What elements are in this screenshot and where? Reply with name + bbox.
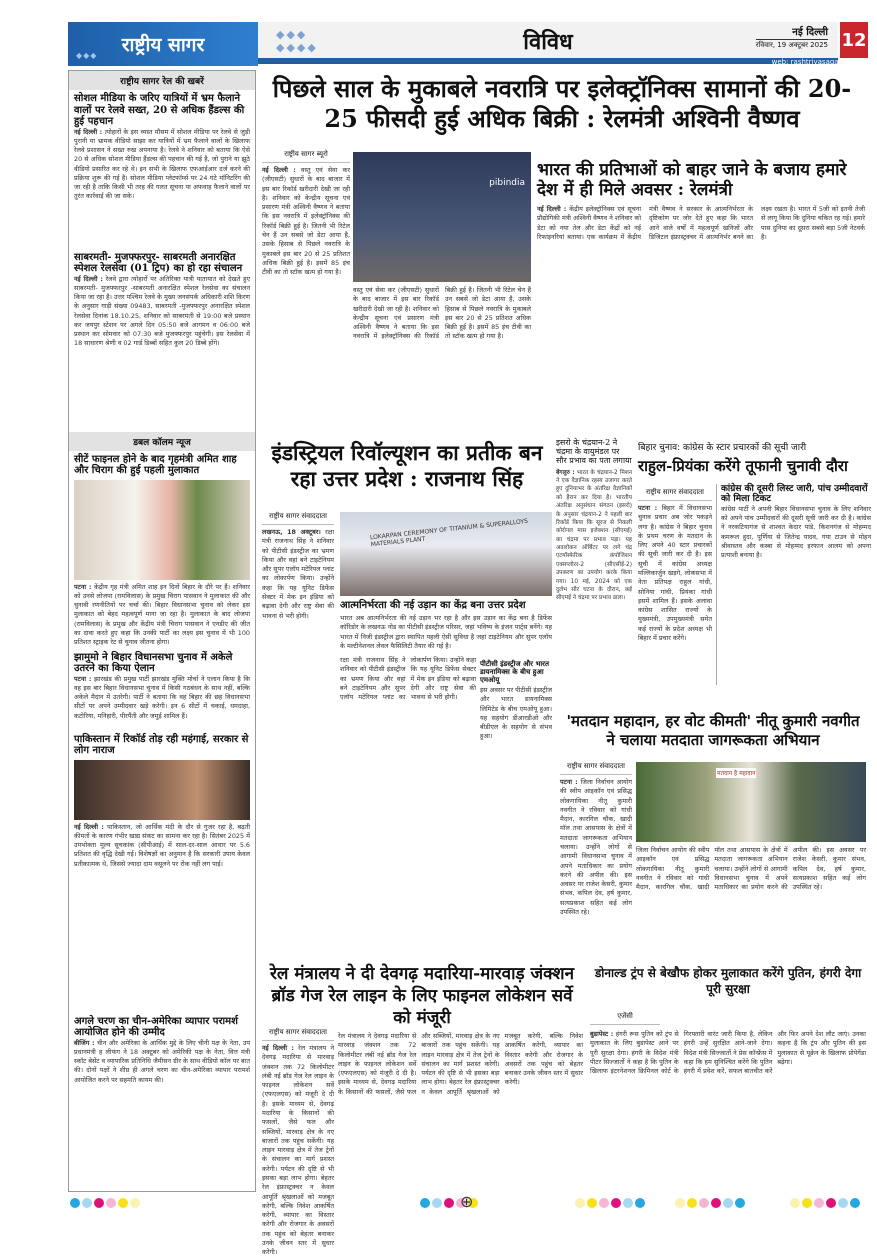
column-band-title: राष्ट्रीय सागर रेल की खबरें: [69, 71, 255, 90]
print-color-marks: [790, 1198, 860, 1208]
website-link[interactable]: web: rashtriyasagar.com: [771, 58, 858, 66]
sub2-headline: पीटीसी इंडस्ट्रीज और भारत डायनामिक्स के बीच हुआ एमओयू: [480, 659, 550, 685]
story-dateline: पटना :: [560, 778, 578, 786]
light-magenta-dot-icon: [699, 1198, 709, 1208]
story-body: वस्तु एवं सेवा कर (जीएसटी) सुधारों के बाद बाजार में इस बार रिकॉर्ड खरीदारी देखी जा रही है। शनिवार को केन्द्रीय सूचना एवं प्रसारण मंत्री अश्विनी वैष्णव ने बताया कि इस नवरात्रि में इलेक्ट्रॉनिक्स की रिकॉर्ड बिक्री हुई है। जितनी भी रिटेल चेन हैं उन सबसे जो डेटा आया है, उसके हिसाब से पिछले नवरात्रि के मुकाबले इस बार 20 से 25 प्रतिशत अधिक बिक्री हुई है। इसमें 85 इंच टीवी का तो स्टॉक खत्म हो गया है।: [353, 286, 531, 341]
yellow-dot-icon: [587, 1198, 597, 1208]
story-dateline: नई दिल्ली :: [262, 166, 296, 174]
light-cyan-dot-icon: [838, 1198, 848, 1208]
story-body: चीन और अमेरिका के आर्थिक मुद्दे के लिए चीनी पक्ष के नेता, उप प्रधानमंत्री ह लीफंग ने 18 अक्टूबर को अमेरिकी पक्ष के नेता, वित्त मंत्री स्कॉट बेसेंट व व्यापारिक प्रतिनिधि जैमीसन ग्रीर के साथ वीडियो कॉल पर बात की। दोनों पक्षों ने शीघ्र ही अगले चरण का चीन-अमेरिका व्यापार परामर्श आयोजित करने पर सहमति कायम की।: [74, 1038, 250, 1084]
story-dateline: नई दिल्ली :: [74, 822, 104, 831]
story-dateline: बेंगलुरु :: [556, 469, 575, 476]
rail-story-text: [262, 1028, 334, 1257]
section-header: [258, 22, 838, 64]
light-cyan-dot-icon: [432, 1198, 442, 1208]
rajnath-story-text: [262, 512, 334, 928]
story-headline: सीटें फाइनल होने के बाद गृहमंत्री अमित शाह और चिराग की हुई पहली मुलाकात: [74, 453, 237, 476]
story-headline: झामुमो ने बिहार विधानसभा चुनाव में अकेले उतरने का किया ऐलान: [74, 651, 233, 674]
story-body: हंगरी रूस पुतिन को ट्रंप से मुलाकात के लिए बुडापेस्ट आने पर पूरी सुरक्षा देगा। हंगरी के विदेश मंत्री पीटर सिज्जार्तो ने कहा है कि पुतिन के खिलाफ इंटरनेशनल क्रिमिनल कोर्ट के गिरफ्तारी वारंट जारी किया है, लेकिन हंगरी उन्हें सुरक्षित आने-जाने देगा। विदेश मंत्री सिज्जार्तो ने प्रेस कॉन्फ्रेंस में कहा कि हम सुनिश्चित करेंगे कि पुतिन हंगरी में प्रवेश करें, सफल बातचीत करें और फिर अपने देश लौट जाएं। उनका कहना है कि ट्रंप और पुतिन की इस मुलाकात से यूक्रेन के खिलाफ प्रोपेगेंडा बढ़ेगा।: [590, 1030, 866, 1076]
story-dateline: बीजिंग :: [74, 1038, 95, 1047]
light-cyan-dot-icon: [723, 1198, 733, 1208]
byline: राष्ट्रीय सागर संवाददाता: [560, 762, 632, 775]
magenta-dot-icon: [94, 1198, 104, 1208]
masthead: [68, 22, 868, 66]
story-dateline: नई दिल्ली :: [262, 1044, 294, 1052]
lead-story-continued: [353, 286, 531, 426]
byline: राष्ट्रीय सागर संवाददाता: [262, 1028, 334, 1041]
trump-body: [590, 1030, 866, 1182]
magenta-dot-icon: [711, 1198, 721, 1208]
light-magenta-dot-icon: [814, 1198, 824, 1208]
story-headline: पाकिस्तान में रिकॉर्ड तोड़ रही महंगाई, सरकार से लोग नाराज: [74, 733, 249, 756]
bihar-story-text: [638, 488, 712, 684]
column-band-title: डबल कॉलम न्यूज: [69, 432, 255, 451]
story-amit-shah: [69, 451, 255, 1122]
story-headline: सोशल मीडिया के जरिए यात्रियों में भ्रम फैलाने वालों पर रेलवे सख्त, 20 से अधिक हैंडल्स की हुई पहचान: [74, 93, 245, 127]
story-body: भारत के चंद्रयान-2 मिशन ने एक वैज्ञानिक रहस्य उजागर करते हुए दुनियाभर के अंतरिक्ष वैज्ञानिकों को हैरान कर दिया है। भारतीय अंतरिक्ष अनुसंधान संगठन (इसरो) के अनुसार चंद्रयान-2 ने पहली बार रिकॉर्ड किया कि सूरज से निकली कोरोनल मास इजेक्शन (सीएमई) का चंद्रमा पर प्रभाव पड़ा। यह अवलोकन ऑर्बिटर पर लगे चंद्र एटमॉस्फेरिक कंपोजिशन एक्सप्लोरर-2 (सीएसीई-2) उपकरण का उपयोग करके किया गया। 10 मई, 2024 को एक दुर्लभ सौर घटना के दौरान, कई सीएमई ने चंद्रमा पर प्रभाव डाला।: [556, 469, 633, 602]
sidebar-story-body: [537, 205, 865, 430]
print-color-marks: [70, 1198, 140, 1208]
edition-date: रविवार, 19 अक्टूबर 2025: [755, 41, 828, 49]
story-body: जिला निर्वाचन आयोग की स्वीप आइकॉन एवं प्रसिद्ध लोकगायिका नीतू कुमारी नवगीत ने रविवार को गांधी मैदान, कारगिल चौक, खादी मॉल तथा आसपास के क्षेत्रों में मतदाता जागरूकता अभियान चलाया। उन्होंने लोगों से आगामी विधानसभा चुनाव में अपने मताधिकार का प्रयोग करने की अपील की। इस अवसर पर राजेश केसरी, कुमार संभव, कपिल देव, हर्ष कुमार, सत्यप्रकाश सहित कई लोग उपस्थित रहे।: [560, 778, 632, 916]
cyan-dot-icon: [735, 1198, 745, 1208]
story-body: रेल मंत्रालय ने देवगढ़ मदारिया से मारवाड़ जंक्शन तक 72 किलोमीटर लंबी नई ब्रॉड गेज रेल लाइन के फाइनल लोकेशन सर्वे (एफएलएस) को मंजूरी दे दी है। इसके माध्यम से, देवगढ़ मदारिया के किसानों की फसलों, जैसे फल और सब्जियों, मारवाड़ क्षेत्र के नए बाजारों तक पहुंच सकेंगी। यह लाइन मारवाड़ क्षेत्र में तेज ट्रेनों के संचालन का मार्ग प्रशस्त करेगी। पर्यटन की दृष्टि से भी इसका बड़ा लाभ होगा। बेहतर रेल इंफ्रास्ट्रक्चर न केवल आपूर्ति श्रृंखलाओं को मजबूत करेगी, बल्कि निवेश आकर्षित करेगी, व्यापार का विस्तार करेगी और रोजगार के अवसरों तक पहुंच को बेहतर बनाकर उनके जीवन स्तर में सुधार करेगी।: [338, 1032, 583, 1096]
story-dateline: लखनऊ, 18 अक्टूबर।: [262, 528, 321, 536]
byline: राष्ट्रीय सागर संवाददाता: [638, 488, 712, 501]
story-body: त्योहारों के इस व्यस्त मौसम में सोशल मीडिया पर रेलवे से जुड़ी पुरानी या भ्रामक वीडियो साझा कर यात्रियों में भ्रम फैलाने वालों के खिलाफ रेलवे प्रशासन ने सख्त रुख अपनाया है। रेलवे ने शनिवार को बताया कि ऐसे 20 से अधिक सोशल मीडिया हैंडल्स की पहचान की गई है, जो पुराने या झूठे वीडियो प्रसारित कर रहे थे। इन सभी के खिलाफ एफआईआर दर्ज करने की प्रक्रिया शुरू की गई है। सोशल मीडिया प्लेटफॉर्म्स पर 24 घंटे मॉनिटरिंग की जा रही है ताकि किसी भी तरह की गलत सूचना या अफवाह फैलाने वालों पर तुरंत कार्रवाई की जा सके।: [74, 127, 251, 201]
story-dateline: पटना :: [74, 582, 92, 591]
newspaper-logo: [68, 22, 258, 66]
rail-headline: रेल मंत्रालय ने दी देवगढ़ मदारिया-मारवाड़ जंक्शन ब्रॉड गेज रेल लाइन के लिए फाइनल लोकेशन सर्वे को मंजूरी: [269, 964, 575, 1029]
story-body: जिला निर्वाचन आयोग की स्वीप आइकॉन एवं प्रसिद्ध लोकगायिका नीतू कुमारी नवगीत ने रविवार को गांधी मैदान, कारगिल चौक, खादी मॉल तथा आसपास के क्षेत्रों में मतदाता जागरूकता अभियान चलाया। उन्होंने लोगों से आगामी विधानसभा चुनाव में अपने मताधिकार का प्रयोग करने की अपील की। इस अवसर पर राजेश केसरी, कुमार संभव, कपिल देव, हर्ष कुमार, सत्यप्रकाश सहित कई लोग उपस्थित रहे।: [636, 846, 866, 892]
story-body: रेल मंत्रालय ने देवगढ़ मदारिया से मारवाड़ जंक्शन तक 72 किलोमीटर लंबी नई ब्रॉड गेज रेल लाइन के फाइनल लोकेशन सर्वे (एफएलएस) को मंजूरी दे दी है। इसके माध्यम से, देवगढ़ मदारिया के किसानों की फसलों, जैसे फल और सब्जियों, मारवाड़ क्षेत्र के नए बाजारों तक पहुंच सकेंगी। यह लाइन मारवाड़ क्षेत्र में तेज ट्रेनों के संचालन का मार्ग प्रशस्त करेगी। पर्यटन की दृष्टि से भी इसका बड़ा लाभ होगा। बेहतर रेल इंफ्रास्ट्रक्चर न केवल आपूर्ति श्रृंखलाओं को मजबूत करेगी, बल्कि निवेश आकर्षित करेगी, व्यापार का विस्तार करेगी और रोजगार के अवसरों तक पहुंच को बेहतर बनाकर उनके जीवन स्तर में सुधार करेगी।: [262, 1044, 334, 1257]
magenta-dot-icon: [444, 1198, 454, 1208]
photo-shah-chirag: [74, 480, 250, 580]
story-headline: अगले चरण का चीन-अमेरिका व्यापार परामर्श आयोजित होने की उम्मीद: [74, 1015, 238, 1038]
light-yellow-dot-icon: [790, 1198, 800, 1208]
story-dateline: पटना :: [74, 674, 92, 683]
logo-dots-icon: ◆◆◆: [76, 50, 98, 60]
magenta-dot-icon: [611, 1198, 621, 1208]
photo-lokarpan-ceremony: [340, 512, 552, 596]
cyan-dot-icon: [70, 1198, 80, 1208]
rail-continued: [338, 1032, 583, 1182]
yellow-dot-icon: [802, 1198, 812, 1208]
rail-news-column: [68, 70, 256, 1192]
sidebar-headline: भारत की प्रतिभाओं को बाहर जाने के बजाय हमारे देश में ही मिले अवसर : रेलमंत्री: [537, 160, 847, 201]
story-body: रक्षा मंत्री राजनाथ सिंह ने शनिवार को पीटीसी इंडस्ट्रीज का भ्रमण किया और वहां बने टाइटेनियम और सुपर एलॉय मटेरियल प्लांट का लोकार्पण किया। उन्होंने कहा कि यह यूनिट डिफेंस सेक्टर में मेक इन इंडिया को बढ़ावा देगी और राष्ट्र सेवा की भावना से भरी होगी।: [262, 528, 334, 620]
story-dateline: बुडापेस्ट :: [590, 1030, 614, 1038]
trump-story-text: [590, 1012, 660, 1028]
brief-headline: इसरो के चंद्रयान-2 ने चंद्रमा के वायुमंडल पर सौर प्रभाव का पता लगाया: [556, 438, 632, 466]
story-dateline: नई दिल्ली :: [74, 127, 103, 136]
light-yellow-dot-icon: [130, 1198, 140, 1208]
magenta-dot-icon: [826, 1198, 836, 1208]
cyan-dot-icon: [420, 1198, 430, 1208]
isro-brief: [556, 438, 632, 689]
rajnath-headline: इंडस्ट्रियल रिवॉल्यूशन का प्रतीक बन रहा उत्तर प्रदेश : राजनाथ सिंह: [271, 440, 543, 492]
yellow-dot-icon: [118, 1198, 128, 1208]
print-color-marks: [675, 1198, 745, 1208]
byline: एजेंसी: [590, 1012, 660, 1025]
cyan-dot-icon: [850, 1198, 860, 1208]
story-dateline: पटना :: [638, 504, 658, 512]
bihar-kicker: बिहार चुनाव: कांग्रेस के स्टार प्रचारकों की सूची जारी: [638, 443, 807, 453]
light-cyan-dot-icon: [623, 1198, 633, 1208]
edition-city: नई दिल्ली: [792, 27, 828, 38]
photo-voter-awareness: [636, 762, 866, 842]
byline: राष्ट्रीय सागर संवाददाता: [262, 512, 334, 525]
subhead: आत्मनिर्भरता की नई उड़ान का केंद्र बना उत्तर प्रदेश: [340, 600, 526, 611]
story-body: वस्तु एवं सेवा कर (जीएसटी) सुधारों के बाद बाजार में इस बार रिकॉर्ड खरीदारी देखी जा रही है। शनिवार को केन्द्रीय सूचना एवं प्रसारण मंत्री अश्विनी वैष्णव ने बताया कि इस नवरात्रि में इलेक्ट्रॉनिक्स की रिकॉर्ड बिक्री हुई है। जितनी भी रिटेल चेन हैं उन सबसे जो डेटा आया है, उसके हिसाब से पिछले नवरात्रि के मुकाबले इस बार 20 से 25 प्रतिशत अधिक बिक्री हुई है। इसमें 85 इंच टीवी का तो स्टॉक खत्म हो गया है।: [262, 166, 350, 277]
story-body: झारखंड की प्रमुख पार्टी झारखंड मुक्ति मोर्चा ने एलान किया है कि वह इस बार बिहार विधानसभा चुनाव में किसी गठबंधन के साथ नहीं, बल्कि अकेले मैदान में उतरेगी। पार्टी ने बताया कि वह बिहार की छह विधानसभा सीटों पर अपने उम्मीदवार खड़े करेगी। इन 6 सीटों में चकाई, धमदाहा, कटोरिया, मनिहारी, पीरपैंती और जमुई शामिल हैं।: [74, 674, 250, 720]
lead-headline: पिछले साल के मुकाबले नवरात्रि पर इलेक्ट्रॉनिक्स सामानों की 20-25 फीसदी हुई अधिक बिक्री : रेलमंत्री अश्विनी वैष्णव: [272, 74, 852, 133]
light-cyan-dot-icon: [82, 1198, 92, 1208]
lead-story-text: [262, 150, 350, 296]
light-magenta-dot-icon: [599, 1198, 609, 1208]
voter-story-text: [560, 762, 632, 938]
congress-list-brief: [716, 484, 871, 685]
section-title: विविध: [523, 29, 573, 55]
story-body: बिहार में विधानसभा चुनाव प्रचार अब जोर पकड़ने लगा है। कांग्रेस ने बिहार चुनाव के प्रथम चरण के मतदान के लिए अपने 40 स्टार प्रचारकों की सूची जारी कर दी है। इस सूची में कांग्रेस अध्यक्ष मल्लिकार्जुन खड़गे, लोकसभा में नेता प्रतिपक्ष राहुल गांधी, सोनिया गांधी, प्रियंका गांधी इसमें शामिल हैं। इसके अलावा कांग्रेस शासित राज्यों के मुख्यमंत्री, उपमुख्यमंत्री समेत कई राज्यों के प्रदेश अध्यक्ष भी बिहार में प्रचार करेंगे।: [638, 504, 712, 642]
voter-headline: 'मतदान महादान, हर वोट कीमती' नीतू कुमारी नवगीत ने चलाया मतदाता जागरूकता अभियान: [566, 712, 860, 749]
story-body: रक्षा मंत्री राजनाथ सिंह ने शनिवार को पीटीसी इंडस्ट्रीज का भ्रमण किया और वहां बने टाइटेनियम और सुपर एलॉय मटेरियल प्लांट का लोकार्पण किया। उन्होंने कहा कि यह यूनिट डिफेंस सेक्टर में मेक इन इंडिया को बढ़ावा देगी और राष्ट्र सेवा की भावना से भरी होगी।: [340, 656, 476, 702]
logo-text: राष्ट्रीय सागर: [121, 34, 205, 56]
page-number: 12: [840, 22, 868, 58]
trump-headline: डोनाल्ड ट्रंप से बेखौफ होकर मुलाकात करेंगे पुतिन, हंगरी देगा पूरी सुरक्षा: [594, 966, 862, 997]
story-social-media: [69, 90, 255, 428]
cyan-dot-icon: [635, 1198, 645, 1208]
brief-body: कांग्रेस पार्टी ने अपनी बिहार विधानसभा चुनाव के लिए शनिवार को अपने पांच उम्मीदवारों की दूसरी सूची जारी कर दी है। कांग्रेस ने नरकटियागंज से शाश्वत केदार पांडे, किशनगंज से मोहम्मद कमरूल हुदा, पूर्णिया से जितेन्द्र यादव, गया टाउन से मोहन श्रीवास्तव और कस्बा से मोहम्मद इरफान आलम को अपना प्रत्याशी बनाया है।: [721, 504, 871, 560]
brief-headline: कांग्रेस की दूसरी लिस्ट जारी, पांच उम्मीदवारों को मिला टिकट: [721, 484, 868, 505]
subhead-body: भारत अब आत्मनिर्भरता की नई उड़ान भर रहा है और इस उड़ान का केंद्र बना है डिफेंस कॉरिडोर के लखनऊ नोड का पीटीसी इंडस्ट्रीज परिसर, जहां भविष्य के इंजन पार्ट्स बनेंगे। यह भारत में निजी इंडस्ट्रीज द्वारा स्थापित पहली ऐसी सुविधा है जहां टाइटेनियम और सुपर एलॉय के मल्टीनेशनल लेवल फैसिलिटी तैयार की गई है।: [340, 614, 552, 650]
byline: राष्ट्रीय सागर ब्यूरो: [262, 150, 350, 163]
story-dateline: नई दिल्ली :: [537, 205, 567, 213]
print-color-marks: [575, 1198, 645, 1208]
photo-banner-text: मतदान है महादान: [717, 770, 756, 777]
yellow-dot-icon: [687, 1198, 697, 1208]
diamond-pattern-icon: ◆◆◆ ◆◆◆◆: [276, 28, 318, 54]
story-body: केंद्रीय गृह मंत्री अमित शाह इन दिनों बिहार के दौरे पर हैं। शनिवार को उनसे लोजपा (रामविलास) के प्रमुख चिराग पासवान ने मुलाकात की और चुनावी रणनीतियों पर चर्चा की। बिहार विधानसभा चुनाव को लेकर इस मुलाकात को बेहद महत्वपूर्ण माना जा रहा है। मुलाकात के बाद लोजपा (रामविलास) के प्रमुख और केंद्रीय मंत्री चिराग पासवान ने एनडीए की जीत का दावा करते हुए कहा कि उनकी पार्टी का लक्ष्य इस चुनाव में भी 100 प्रतिशत स्ट्राइक रेट से चुनाव जीतना होगा।: [74, 582, 250, 647]
light-magenta-dot-icon: [106, 1198, 116, 1208]
story-dateline: नई दिल्ली :: [74, 274, 103, 283]
rajnath-continued: [340, 656, 476, 926]
story-body: केंद्रीय इलेक्ट्रॉनिक्स एवं सूचना प्रौद्योगिकी मंत्री अश्विनी वैष्णव ने शनिवार को डेटा को नया तेल और डेटा केंद्रों को नई रिफाइनरियां बताया। एक कार्यक्रम में केंद्रीय मंत्री वैष्णव ने सरकार के आत्मनिर्भरता के दृष्टिकोण पर जोर देते हुए कहा कि भारत आने वाले वर्षों में महत्वपूर्ण खनिजों और डिजिटल इंफ्रास्ट्रक्चर में आत्मनिर्भर बनने का लक्ष्य रखता है। भारत में 5जी को इतनी तेजी से लागू किया कि दुनिया चकित रह गई। हमारे पास दुनिया का दूसरा सबसे बड़ा 5जी नेटवर्क है।: [537, 205, 865, 241]
story-headline: साबरमती- मुजफ्फरपुर- साबरमती अनारक्षित स्पेशल रेलसेवा (01 ट्रिप) का हो रहा संचालन: [74, 251, 243, 274]
sub2-body: इस अवसर पर पीटीसी इंडस्ट्रीज और भारत डायनामिक्स लिमिटेड के बीच एमओयू हुआ। यह सहयोग डीआरडीओ और बीडीएल के सहयोग से संभव हुआ।: [480, 686, 552, 741]
photo-banner-text: LOKARPAN CEREMONY OF TITANIUM & SUPERALLOYS MATERIALS PLANT: [369, 517, 529, 549]
voter-continued: [636, 846, 866, 926]
bihar-headline: राहुल-प्रियंका करेंगे तूफानी चुनावी दौरा: [638, 457, 848, 475]
story-body: रेलवे द्वारा त्योहारों पर अतिरिक्त यात्री यातायात को देखते हुए साबरमती- मुजफ्फरपुर -साबरमती अनारक्षित स्पेशल रेलसेवा का संचालन किया जा रहा है। उत्तर पश्चिम रेलवे के मुख्य जनसंपर्क अधिकारी शशि किरण के अनुसार गाड़ी संख्या 09483, साबरमती -मुजफ्फरपुर अनारक्षित स्पेशल रेलसेवा दिनांक 18.10.25, शनिवार को साबरमती से 19:00 बजे प्रस्थान कर जयपुर स्टेशन पर अगले दिन 05:50 बजे आगमन व 06:00 बजे प्रस्थान कर सोमवार को 07:30 बजे मुजफ्फरपुर पहुंचेगी। इस रेलसेवा में 18 साधारण श्रेणी व 02 गार्ड डिब्बों सहित कुल 20 डिब्बे होंगे।: [74, 274, 251, 348]
photo-watermark: pibindia: [489, 178, 525, 188]
registration-crosshair-icon: ⊕: [460, 1192, 474, 1211]
photo-pakistan-market: [74, 760, 250, 820]
story-body: पाकिस्तान, जो आर्थिक मंदी के दौर से गुजर रहा है, बढ़ती कीमतों के कारण गंभीर खाद्य संकट का सामना कर रहा है। सितंबर 2025 में उपभोक्ता मूल्य सूचकांक (सीपीआई) में साल-दर-साल आधार पर 5.6 प्रतिशत की वृद्धि देखी गई। विशेषज्ञों का अनुमान है कि सरकारी उपाय केवल प्रतीकात्मक थे, जिससे ज्यादा दाम वसूलने पर रोक नहीं लग पाई।: [74, 822, 250, 868]
light-yellow-dot-icon: [675, 1198, 685, 1208]
light-yellow-dot-icon: [575, 1198, 585, 1208]
photo-ashwini-vaishnaw: [353, 152, 531, 282]
